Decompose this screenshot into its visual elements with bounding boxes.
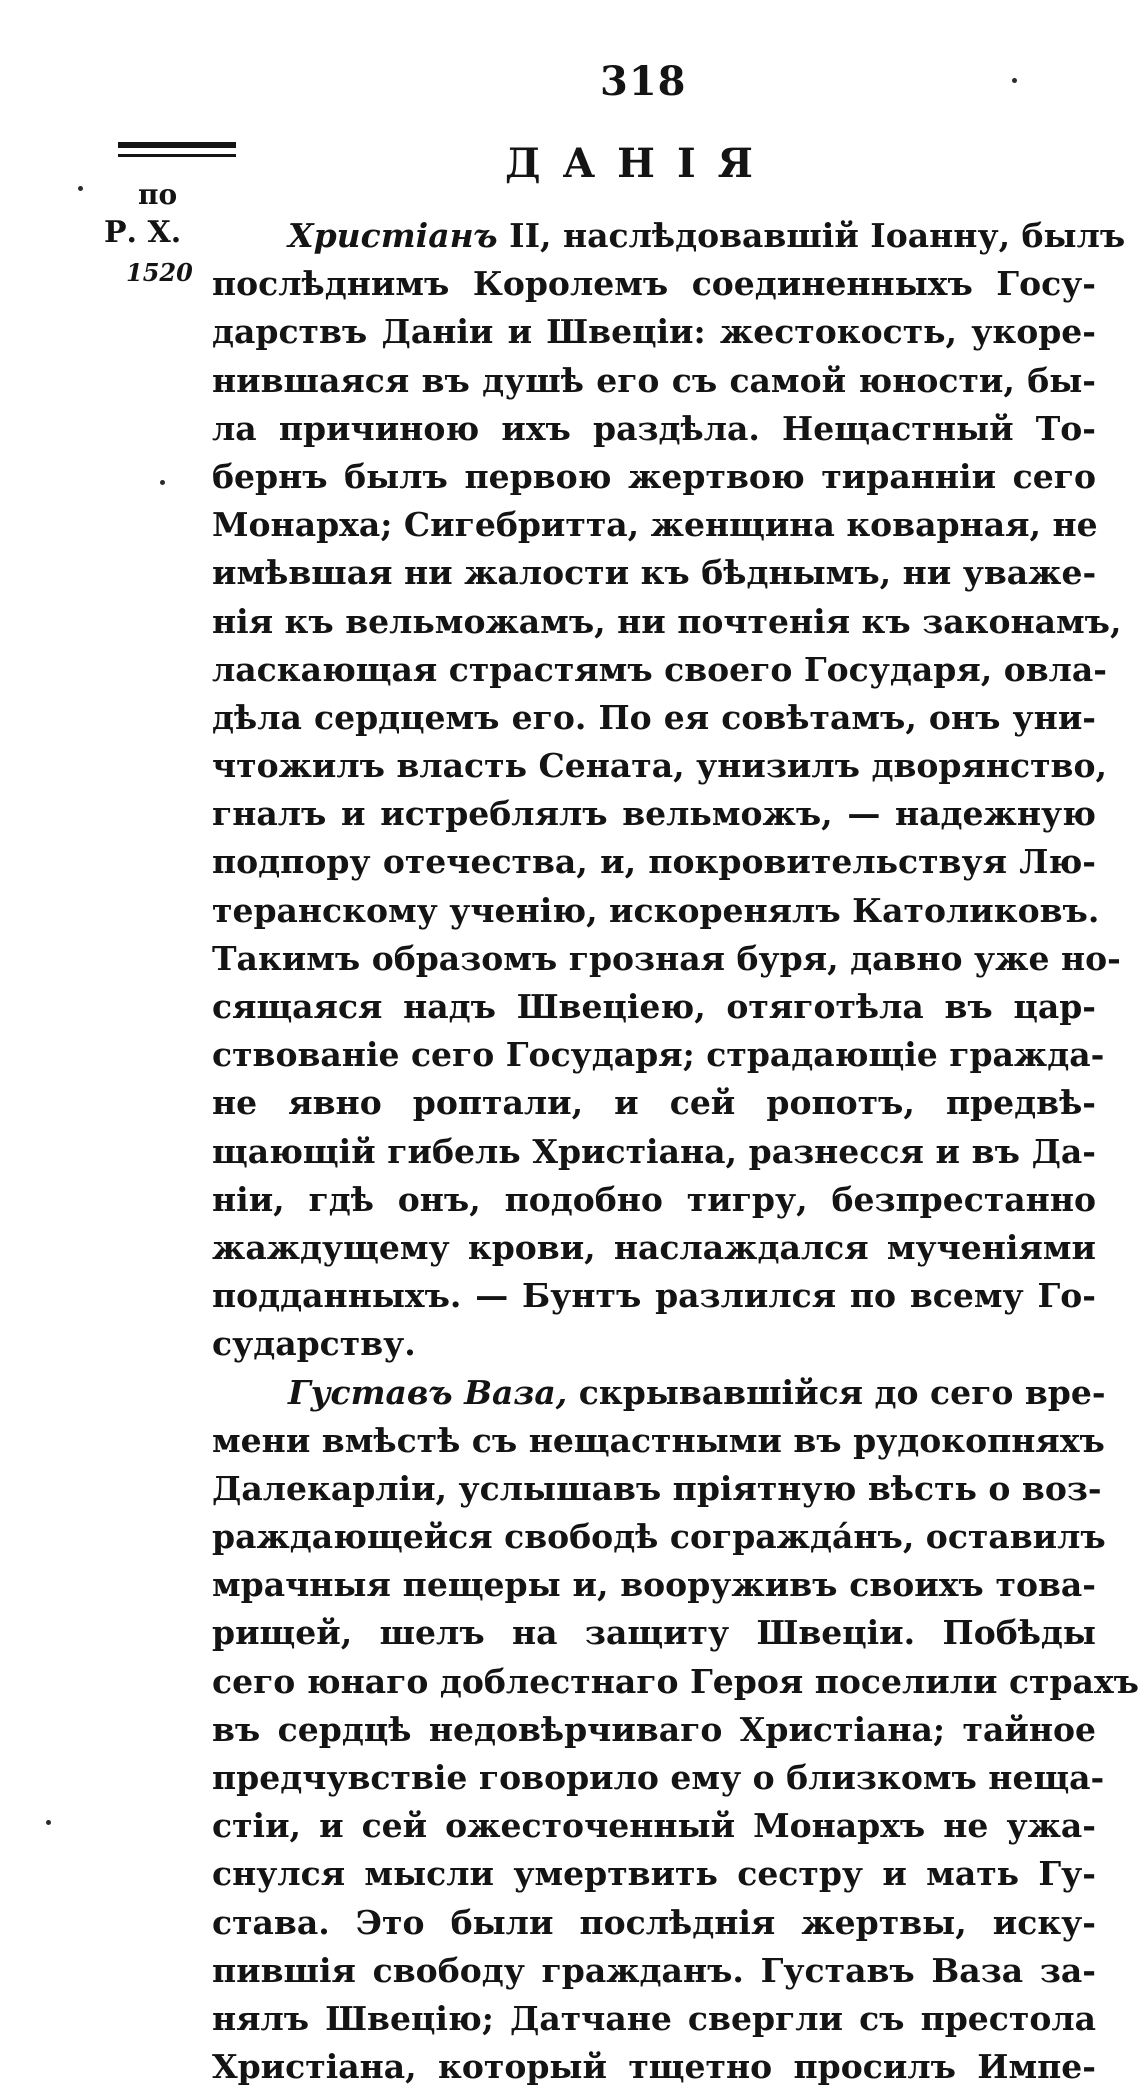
text-line: въ сердцѣ недовѣрчиваго Христіана; тайное	[212, 1709, 1096, 1749]
print-speck	[1012, 78, 1017, 83]
text-line: дѣла сердцемъ его. По ея совѣтамъ, онъ уни-	[212, 697, 1096, 737]
text-line: Монарха; Сигебритта, женщина коварная, не	[212, 505, 1098, 545]
page-number: 318	[600, 58, 687, 105]
text-line: мрачныя пещеры и, вооруживъ своихъ това-	[212, 1565, 1096, 1605]
text-line	[212, 212, 1126, 260]
text-line	[212, 1369, 1106, 1417]
text-line: предчувствіе говорило ему о близкомъ неща-	[212, 1758, 1105, 1797]
margin-note-era: Р. Х.	[104, 215, 182, 250]
text-line: бернъ былъ первою жертвою тиранніи сего	[212, 456, 1096, 496]
text-line: имѣвшая ни жалости къ бѣднымъ, ни уваже-	[212, 553, 1097, 593]
text-line: теранскому ученію, искоренялъ Католиковъ.	[212, 890, 1100, 930]
text-line: ніи, гдѣ онъ, подобно тигру, безпрестанно	[212, 1179, 1096, 1219]
text-line: Такимъ образомъ грозная буря, давно уже но-	[212, 938, 1121, 978]
text-line: ствованіе сего Государя; страдающіе гражда-	[212, 1035, 1105, 1075]
double-rule-thick	[118, 142, 236, 148]
person-name: Густавъ Ваза,	[288, 1372, 568, 1412]
text-line: сего юнаго доблестнаго Героя поселили страхъ	[212, 1661, 1139, 1701]
margin-note-po: по	[138, 178, 178, 211]
line-text: II, наслѣдовавшій Іоанну, былъ	[497, 216, 1126, 255]
body-text	[212, 212, 1139, 2091]
print-speck	[78, 186, 83, 191]
print-speck	[160, 480, 165, 485]
text-line: чтожилъ власть Сената, унизилъ дворянство,	[212, 746, 1107, 786]
person-name: Христіанъ	[288, 216, 498, 255]
double-rule-thin	[118, 154, 236, 157]
text-line: послѣднимъ Королемъ соединенныхъ Госу-	[212, 264, 1096, 304]
text-line: подданныхъ. — Бунтъ разлился по всему Го-	[212, 1276, 1096, 1316]
text-line: Далекарліи, услышавъ пріятную вѣсть о воз-	[212, 1468, 1102, 1508]
text-line: нялъ Швецію; Датчане свергли съ престола	[212, 1998, 1096, 2038]
text-line: подпору отечества, и, покровительствуя Лю-	[212, 842, 1096, 882]
text-line: раждающейся свободѣ сограждáнъ, оставилъ	[212, 1517, 1106, 1557]
text-line: стіи, и сей ожесточенный Монархъ не ужа-	[212, 1806, 1096, 1846]
chapter-heading: ДАНІЯ	[505, 140, 775, 187]
text-line: Христіана, который тщетно просилъ Импе-	[212, 2047, 1096, 2087]
text-line: жаждущему крови, наслаждался мученіями	[212, 1227, 1096, 1267]
text-line: мени вмѣстѣ съ нещастными въ рудокопняхъ	[212, 1420, 1105, 1460]
line-text: скрывавшійся до сего вре-	[567, 1372, 1106, 1412]
text-line: ласкающая страстямъ своего Государя, овла-	[212, 649, 1107, 689]
text-line: нившаяся въ душѣ его съ самой юности, бы-	[212, 360, 1096, 400]
text-line: пившія свободу гражданъ. Густавъ Ваза за-	[212, 1950, 1096, 1990]
text-line: гналъ и истреблялъ вельможъ, — надежную	[212, 794, 1096, 834]
margin-note-year: 1520	[126, 258, 193, 287]
print-speck	[46, 1820, 51, 1825]
text-line: сящаяся надъ Швеціею, отяготѣла въ цар-	[212, 987, 1096, 1026]
text-line: нія къ вельможамъ, ни почтенія къ законамъ,	[212, 601, 1122, 641]
text-line: сударству.	[212, 1324, 416, 1364]
text-line: снулся мысли умертвить сестру и мать Гу-	[212, 1854, 1096, 1894]
text-line: дарствъ Даніи и Швеціи: жестокость, укоре-	[212, 312, 1096, 352]
text-line: става. Это были послѣднія жертвы, иску-	[212, 1902, 1096, 1942]
text-line: рищей, шелъ на защиту Швеціи. Побѣды	[212, 1613, 1096, 1653]
text-line: не явно роптали, и сей ропотъ, предвѣ-	[212, 1083, 1096, 1123]
text-line: ла причиною ихъ раздѣла. Нещастный То-	[212, 408, 1096, 448]
text-line: щающій гибель Христіана, разнесся и въ Да-	[212, 1131, 1096, 1171]
